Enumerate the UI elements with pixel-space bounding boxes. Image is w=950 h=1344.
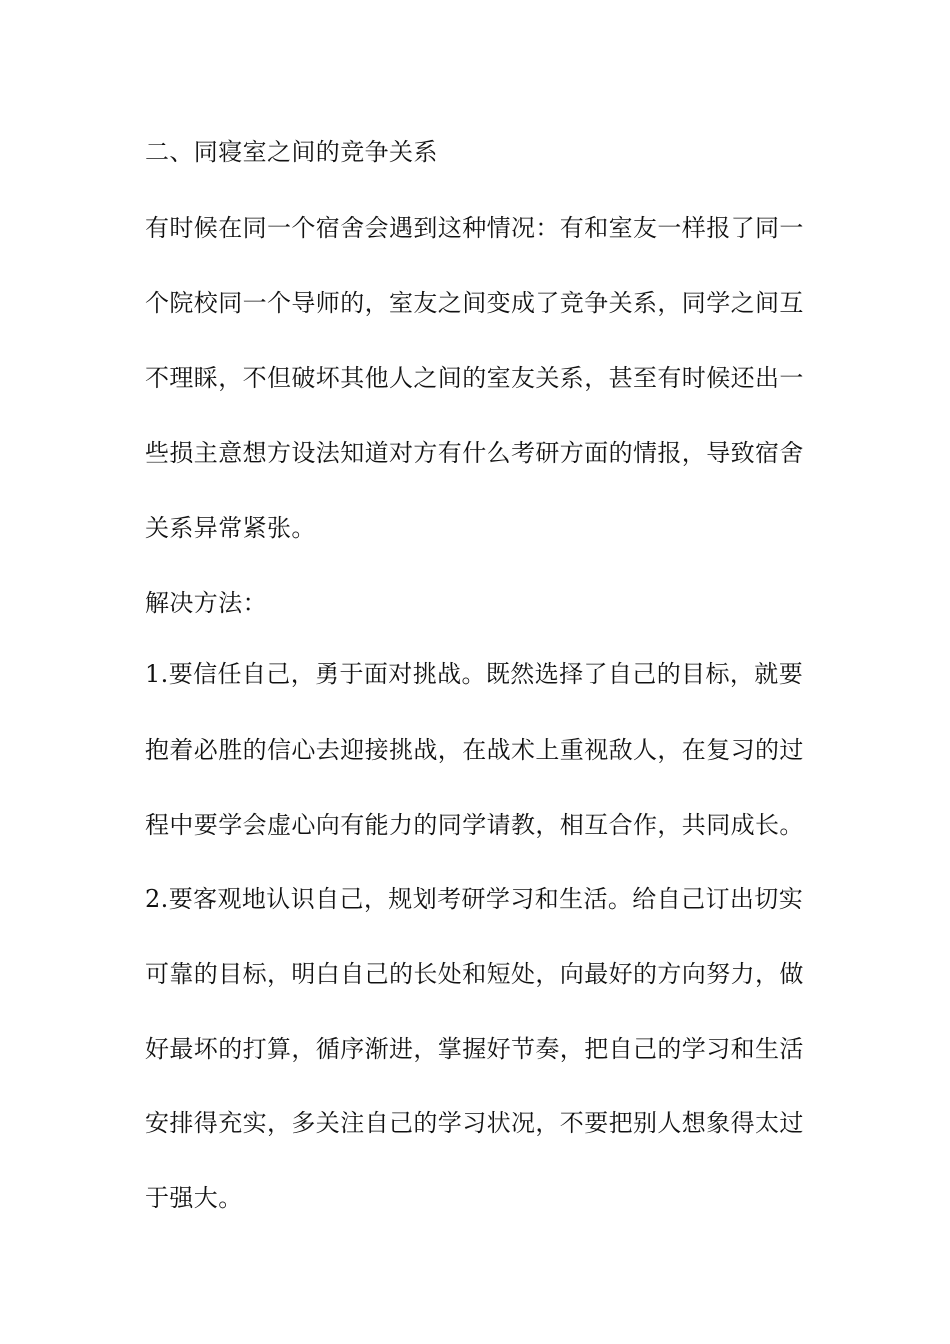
paragraph-line: 关系异常紧张。 [145, 514, 316, 542]
list-item-1-line: 1.要信任自己，勇于面对挑战。既然选择了自己的目标，就要 [145, 660, 804, 688]
list-item-2-line: 安排得充实，多关注自己的学习状况，不要把别人想象得太过 [145, 1109, 804, 1137]
section-heading: 二、同寝室之间的竞争关系 [145, 138, 438, 166]
list-item-2-line: 2.要客观地认识自己，规划考研学习和生活。给自己订出切实 [145, 885, 804, 913]
paragraph-line: 些损主意想方设法知道对方有什么考研方面的情报，导致宿舍 [145, 439, 804, 467]
paragraph-line: 个院校同一个导师的，室友之间变成了竞争关系，同学之间互 [145, 289, 804, 317]
list-item-2-line: 可靠的目标，明白自己的长处和短处，向最好的方向努力，做 [145, 960, 804, 988]
paragraph-line: 有时候在同一个宿舍会遇到这种情况：有和室友一样报了同一 [145, 214, 804, 242]
list-item-1-line: 程中要学会虚心向有能力的同学请教，相互合作，共同成长。 [145, 811, 804, 839]
paragraph-line: 不理睬，不但破坏其他人之间的室友关系，甚至有时候还出一 [145, 364, 804, 392]
list-item-2-line: 于强大。 [145, 1184, 243, 1212]
solution-heading: 解决方法： [145, 589, 267, 617]
list-item-2-line: 好最坏的打算，循序渐进，掌握好节奏，把自己的学习和生活 [145, 1035, 804, 1063]
list-item-1-line: 抱着必胜的信心去迎接挑战，在战术上重视敌人，在复习的过 [145, 736, 804, 764]
